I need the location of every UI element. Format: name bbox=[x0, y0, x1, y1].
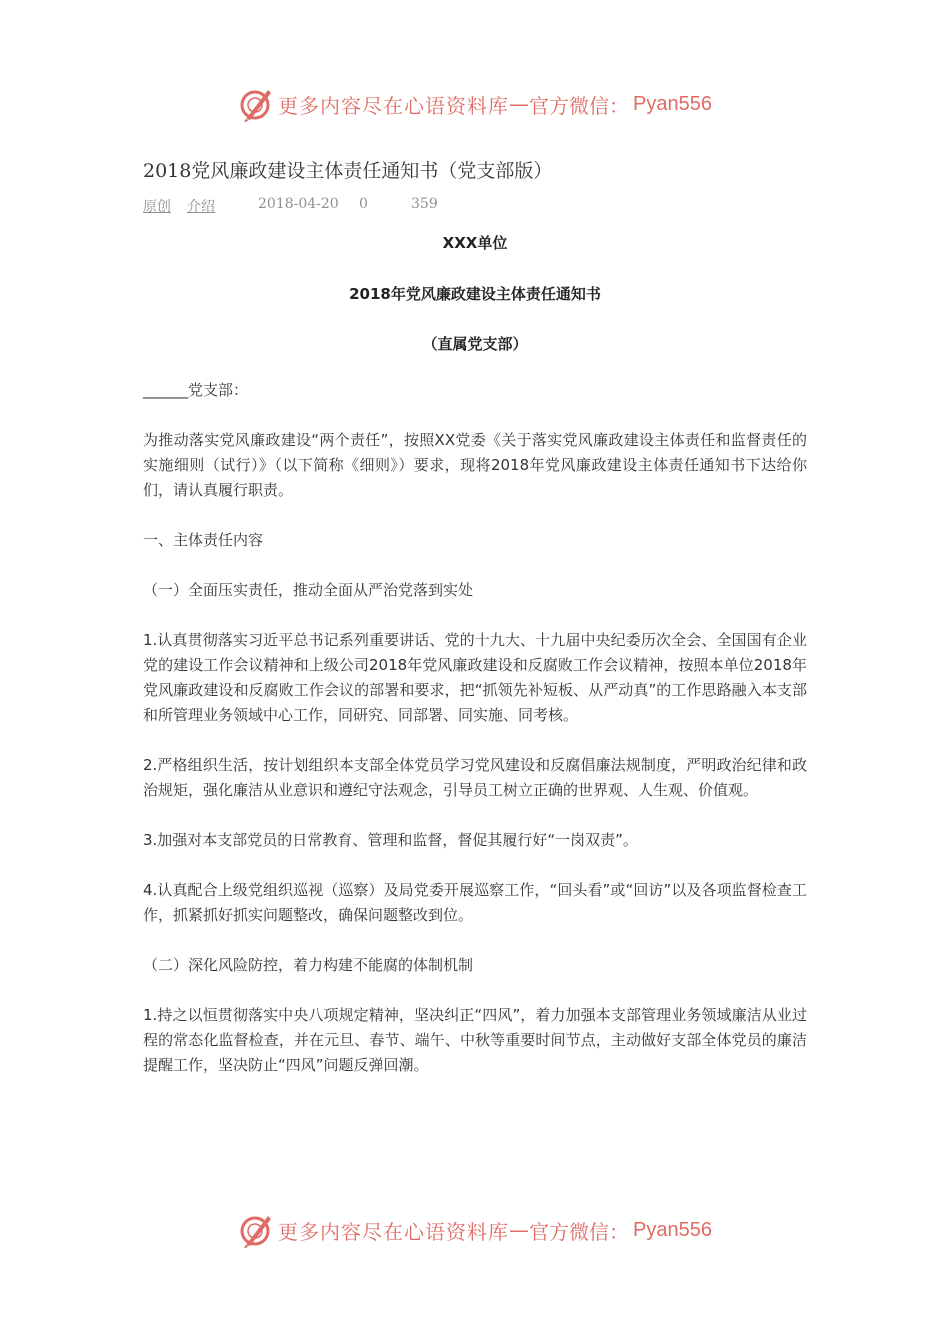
tag-original-link[interactable]: 原创 bbox=[143, 199, 171, 215]
pen-globe-logo-icon bbox=[238, 86, 274, 122]
banner-wechat-id: Pyan556 bbox=[633, 92, 712, 115]
header-banner bbox=[0, 84, 950, 124]
banner-wechat-label: 官方微信： bbox=[529, 93, 630, 118]
subsection-heading: （二）深化风险防控，着力构建不能腐的体制机制 bbox=[143, 956, 474, 974]
footer-banner bbox=[0, 1210, 950, 1250]
intro-paragraph: 为推动落实党风廉政建设“两个责任”，按照XX党委《关于落实党风廉政建设主体责任和监督责任的实施细则（试行）》（以下简称《细则》）要求，现将2018年党风廉政建设主体责任通知书下达给你们，请认真履行职责。 bbox=[143, 431, 807, 499]
notice-subtitle: （直属党支部） bbox=[422, 335, 528, 353]
article-body bbox=[143, 378, 807, 1103]
view-count: 359 bbox=[411, 196, 438, 212]
banner-wechat-label: 官方微信： bbox=[529, 1219, 630, 1244]
list-item: 1.持之以恒贯彻落实中央八项规定精神，坚决纠正“四风”，着力加强本支部管理业务领域廉洁从业过程的常态化监督检查，并在元旦、春节、端午、中秋等重要时间节点，主动做好支部全体党员的廉洁提醒工作，坚决防止“四风”问题反弹回潮。 bbox=[143, 1006, 807, 1074]
salutation: ______党支部： bbox=[143, 381, 249, 399]
banner-text: 更多内容尽在心语资料库 bbox=[278, 93, 510, 118]
unit-heading: XXX单位 bbox=[442, 234, 508, 252]
list-item: 4.认真配合上级党组织巡视（巡察）及局党委开展巡察工作，“回头看”或“回访”以及各项监督检查工作，抓紧抓好抓实问题整改，确保问题整改到位。 bbox=[143, 881, 807, 924]
banner-text: 更多内容尽在心语资料库 bbox=[278, 1219, 510, 1244]
tag-intro-link[interactable]: 介绍 bbox=[187, 199, 215, 215]
subsection-heading: （一）全面压实责任，推动全面从严治党落到实处 bbox=[143, 581, 474, 599]
publish-date: 2018-04-20 bbox=[258, 196, 339, 212]
notice-title: 2018年党风廉政建设主体责任通知书 bbox=[349, 285, 601, 303]
list-item: 1.认真贯彻落实习近平总书记系列重要讲话、党的十九大、十九届中央纪委历次全会、全国国有企业党的建设工作会议精神和上级公司2018年党风廉政建设和反腐败工作会议精神，按照本单位2018年党风廉政建设和反腐败工作会议的部署和要求，把“抓领先补短板、从严动真”的工作思路融入本支部和所管理业务领域中心工作，同研究、同部署、同实施、同考核。 bbox=[143, 631, 807, 724]
article-title: 2018党风廉政建设主体责任通知书（党支部版） bbox=[143, 160, 553, 182]
banner-wechat-id: Pyan556 bbox=[633, 1218, 712, 1241]
pen-globe-logo-icon bbox=[238, 1212, 274, 1248]
banner-separator: — bbox=[509, 92, 530, 116]
comment-count: 0 bbox=[359, 196, 368, 212]
section-heading: 一、主体责任内容 bbox=[143, 531, 264, 549]
banner-separator: — bbox=[509, 1218, 530, 1242]
list-item: 2.严格组织生活，按计划组织本支部全体党员学习党风建设和反腐倡廉法规制度，严明政治纪律和政治规矩，强化廉洁从业意识和遵纪守法观念，引导员工树立正确的世界观、人生观、价值观。 bbox=[143, 756, 807, 799]
list-item: 3.加强对本支部党员的日常教育、管理和监督，督促其履行好“一岗双责”。 bbox=[143, 831, 638, 849]
